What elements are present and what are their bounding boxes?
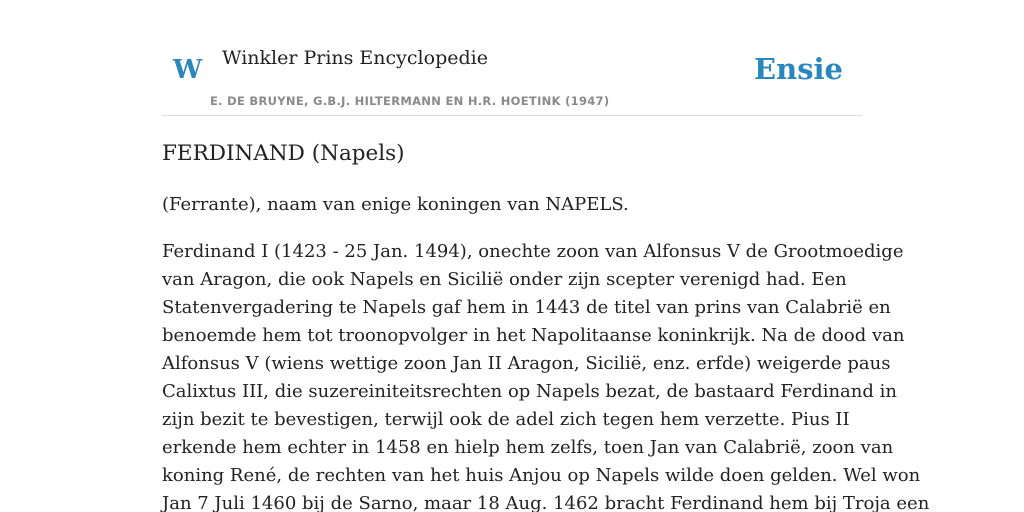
body-line: erkende hem echter in 1458 en hielp hem zelfs, toen Jan van Calabrië, zoon van: [162, 437, 894, 458]
publication-authors: E. DE BRUYNE, G.B.J. HILTERMANN EN H.R. HOETINK (1947): [210, 94, 610, 108]
body-line: Jan 7 Juli 1460 bij de Sarno, maar 18 Aug. 1462 bracht Ferdinand hem bij Troja een: [162, 493, 930, 512]
body-line: Calixtus III, die suzereiniteitsrechten op Napels bezat, de bastaard Ferdinand in: [162, 381, 897, 402]
article-intro: (Ferrante), naam van enige koningen van NAPELS.: [162, 194, 629, 215]
publication-title[interactable]: Winkler Prins Encyclopedie: [222, 47, 488, 69]
article-title: FERDINAND (Napels): [162, 141, 405, 166]
body-line: benoemde hem tot troonopvolger in het Napolitaanse koninkrijk. Na de dood van: [162, 325, 905, 346]
winkler-prins-logo[interactable]: W: [173, 55, 203, 85]
body-line: van Aragon, die ook Napels en Sicilië onder zijn scepter verenigd had. Een: [162, 269, 847, 290]
body-line: Alfonsus V (wiens wettige zoon Jan II Aragon, Sicilië, enz. erfde) weigerde paus: [162, 353, 891, 374]
body-line: Statenvergadering te Napels gaf hem in 1443 de titel van prins van Calabrië en: [162, 297, 891, 318]
site-header: [162, 38, 862, 116]
article: [162, 136, 930, 512]
body-line: zijn bezit te bevestigen, terwijl ook de adel zich tegen hem verzette. Pius II: [162, 409, 850, 430]
body-line: koning René, de rechten van het huis Anjou op Napels wilde doen gelden. Wel won: [162, 465, 921, 486]
ensie-logo[interactable]: Ensie: [754, 52, 843, 86]
article-body: [162, 238, 930, 512]
body-line: Ferdinand I (1423 - 25 Jan. 1494), onechte zoon van Alfonsus V de Grootmoedige: [162, 241, 904, 262]
